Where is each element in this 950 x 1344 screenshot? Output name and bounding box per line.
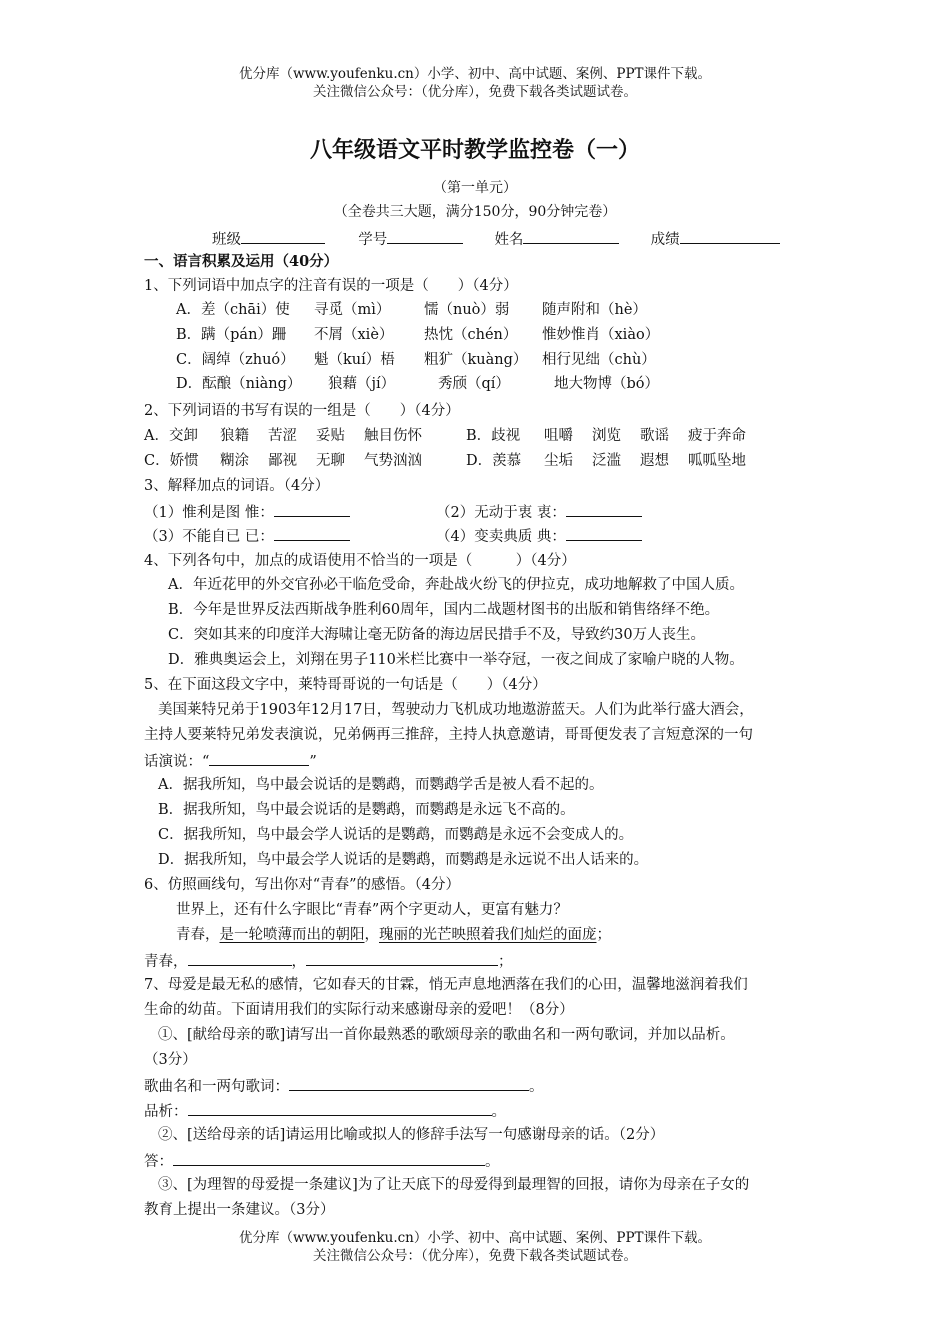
info-line [212, 228, 780, 250]
number-label: 学号 [358, 232, 388, 248]
q2-a-1: A．交卸 [144, 428, 198, 444]
q4-option-d: D．雅典奥运会上，刘翔在男子110米栏比赛中一举夺冠，一夜之间成了家喻户晓的人物。 [168, 652, 744, 668]
q1-d-4: 地大物博（bó） [554, 376, 660, 392]
q5-para-2: 主持人要莱特兄弟发表演说，兄弟俩再三推辞，主持人执意邀请，哥哥便发表了言短意深的一句 [144, 727, 753, 743]
q1-option-b [176, 325, 659, 345]
q2-b-1: B．歧视 [466, 428, 521, 444]
subtitle: （第一单元） [433, 180, 517, 196]
q7-sub-3b: 教育上提出一条建议。（3分） [144, 1202, 335, 1218]
q2-c-2: 糊涂 [220, 453, 249, 469]
q4-option-b: B．今年是世界反法西斯战争胜利60周年，国内二战题材图书的出版和销售络绎不绝。 [168, 602, 720, 618]
q2-row-2 [144, 451, 746, 471]
q6-underlined-1: 是一轮喷薄而出的朝阳 [219, 927, 365, 943]
score-label: 成绩 [650, 232, 680, 248]
exam-note: （全卷共三大题，满分150分，90分钟完卷） [333, 204, 617, 220]
q6-l3-end: ； [498, 954, 513, 970]
q5-para-1: 美国莱特兄弟于1903年12月17日，驾驶动力飞机成功地遨游蓝天。人们为此举行盛大酒会， [158, 702, 754, 718]
q1-b-4: 惟妙惟肖（xiào） [542, 327, 660, 343]
q2-a-5: 触目伤怀 [364, 428, 422, 444]
q3-item-3: （3）不能自已 已： [144, 529, 274, 545]
q6-blank-2[interactable] [306, 950, 498, 966]
q1-d-3: 秀颀（qí） [438, 376, 510, 392]
q6-l2-pre: 青春， [176, 927, 220, 943]
q2-b-2: 咀嚼 [544, 428, 573, 444]
q3-row-2 [144, 525, 350, 547]
q7-analysis-blank[interactable] [188, 1100, 492, 1116]
q2-d-5: 呱呱坠地 [688, 453, 746, 469]
q1-c-3: 粗犷（kuàng） [424, 352, 528, 368]
q2-d-2: 尘垢 [544, 453, 573, 469]
footer-line-1: 优分库（www.youfenku.cn）小学、初中、高中试题、案例、PPT课件下载。 [238, 1230, 712, 1246]
q5-option-a: A．据我所知，鸟中最会说话的是鹦鹉，而鹦鹉学舌是被人看不起的。 [158, 777, 604, 793]
q1-stem: 1、下列词语中加点字的注音有误的一项是（ ）（4分） [144, 278, 518, 294]
class-label: 班级 [212, 232, 241, 248]
q7-stem-1: 7、母爱是最无私的感情，它如春天的甘霖，悄无声息地洒落在我们的心田，温馨地滋润着我们 [144, 977, 748, 993]
q2-b-4: 歌谣 [640, 428, 669, 444]
section-1-heading: 一、语言积累及运用（40分） [144, 253, 339, 270]
q5-quote-blank[interactable] [209, 750, 309, 766]
q1-b-3: 热忱（chén） [424, 327, 518, 343]
q6-l3-pre: 青春， [144, 954, 188, 970]
q7-stem-2: 生命的幼苗。下面请用我们的实际行动来感谢母亲的爱吧！（8分） [144, 1002, 574, 1018]
q5-para-3-end: ” [309, 754, 317, 770]
number-blank[interactable] [387, 228, 463, 244]
q1-c-4: 相行见绌（chù） [542, 352, 656, 368]
q7-answer-period: 。 [485, 1154, 500, 1170]
q7-song-blank[interactable] [289, 1075, 529, 1091]
q1-a-1: A．差（chāi）使 [176, 302, 290, 318]
q1-d-1: D．酝酿（niàng） [176, 376, 302, 392]
q5-para-3-text: 话演说：“ [144, 754, 210, 770]
q5-para-3 [144, 750, 317, 772]
q3-row-2b [436, 525, 642, 547]
q2-c-5: 气势汹汹 [364, 453, 422, 469]
q2-a-3: 苦涩 [268, 428, 297, 444]
q2-a-4: 妥贴 [316, 428, 345, 444]
q1-d-2: 狼藉（jí） [328, 376, 396, 392]
q6-blank-1[interactable] [188, 950, 292, 966]
q7-song-label: 歌曲名和一两句歌词： [144, 1079, 289, 1095]
q7-answer-label: 答： [144, 1154, 173, 1170]
q1-c-1: C．阔绰（zhuó） [176, 352, 295, 368]
q5-stem: 5、在下面这段文字中，莱特哥哥说的一句话是（ ）（4分） [144, 677, 547, 693]
q1-option-a [176, 300, 647, 320]
q7-sub-2: ②、[送给母亲的话]请运用比喻或拟人的修辞手法写一句感谢母亲的话。（2分） [158, 1127, 665, 1143]
q7-analysis-line [144, 1100, 506, 1122]
q6-stem: 6、仿照画线句，写出你对“青春”的感悟。（4分） [144, 877, 461, 893]
q2-stem: 2、下列词语的书写有误的一组是（ ）（4分） [144, 403, 460, 419]
page-title: 八年级语文平时教学监控卷（一） [309, 137, 640, 163]
q2-c-4: 无聊 [316, 453, 345, 469]
header-line-2: 关注微信公众号：（优分库），免费下载各类试题试卷。 [313, 84, 637, 100]
q4-option-c: C．突如其来的印度洋大海啸让毫无防备的海边居民措手不及，导致约30万人丧生。 [168, 627, 706, 643]
q3-item-1: （1）惟利是图 惟： [144, 505, 274, 521]
q2-d-1: D．羡慕 [466, 453, 522, 469]
q7-analysis-label: 品析： [144, 1104, 188, 1120]
q6-l3-mid: ， [291, 954, 306, 970]
q1-option-c [176, 350, 656, 370]
q4-stem: 4、下列各句中，加点的成语使用不恰当的一项是（ ）（4分） [144, 553, 576, 569]
q2-b-3: 浏览 [592, 428, 621, 444]
q2-b-5: 疲于奔命 [688, 428, 746, 444]
q3-item-4: （4）变卖典质 典： [436, 529, 566, 545]
q2-d-4: 遐想 [640, 453, 669, 469]
class-blank[interactable] [241, 228, 325, 244]
q2-d-3: 泛滥 [592, 453, 621, 469]
q1-b-2: 不屑（xiè） [314, 327, 394, 343]
q1-option-d [176, 374, 659, 394]
q3-stem: 3、解释加点的词语。（4分） [144, 478, 330, 494]
score-blank[interactable] [680, 228, 780, 244]
q1-a-4: 随声附和（hè） [542, 302, 647, 318]
q3-row-1b [436, 501, 642, 523]
q5-option-b: B．据我所知，鸟中最会说话的是鹦鹉，而鹦鹉是永远飞不高的。 [158, 802, 575, 818]
q3-blank-4[interactable] [566, 525, 642, 541]
q2-row-1 [144, 426, 746, 446]
header-line-1: 优分库（www.youfenku.cn）小学、初中、高中试题、案例、PPT课件下载。 [238, 66, 712, 82]
q7-answer-line [144, 1150, 500, 1172]
q5-option-c: C．据我所知，鸟中最会学人说话的是鹦鹉，而鹦鹉是永远不会变成人的。 [158, 827, 634, 843]
q3-blank-2[interactable] [566, 501, 642, 517]
q5-option-d: D．据我所知，鸟中最会学人说话的是鹦鹉，而鹦鹉是永远说不出人话来的。 [158, 852, 649, 868]
q7-sub-1b: （3分） [144, 1052, 197, 1068]
q6-l2-mid: ， [364, 927, 379, 943]
name-blank[interactable] [523, 228, 619, 244]
q7-sub-3a: ③、[为理智的母爱提一条建议]为了让天底下的母爱得到最理智的回报，请你为母亲在子女的 [158, 1177, 750, 1193]
q7-answer-blank[interactable] [173, 1150, 485, 1166]
name-label: 姓名 [494, 232, 524, 248]
q7-song-line [144, 1075, 544, 1097]
q4-option-a: A．年近花甲的外交官孙必干临危受命，奔赴战火纷飞的伊拉克，成功地解救了中国人质。 [168, 577, 744, 593]
q1-a-3: 懦（nuò）弱 [424, 302, 510, 318]
q6-line-1: 世界上，还有什么字眼比“青春”两个字更动人，更富有魅力？ [176, 902, 568, 918]
q2-c-3: 鄙视 [268, 453, 297, 469]
q6-line-3 [144, 950, 513, 972]
q1-b-1: B．蹒（pán）跚 [176, 327, 287, 343]
q6-underlined-2: 瑰丽的光芒映照着我们灿烂的面庞 [379, 927, 597, 943]
q3-row-1 [144, 501, 350, 523]
q7-analysis-period: 。 [491, 1104, 506, 1120]
q1-c-2: 魁（kuí）梧 [314, 352, 395, 368]
q3-item-2: （2）无动于衷 衷： [436, 505, 566, 521]
q3-blank-3[interactable] [274, 525, 350, 541]
q6-l2-end: ； [596, 927, 611, 943]
q6-line-2 [176, 925, 611, 945]
q7-sub-1a: ①、[献给母亲的歌]请写出一首你最熟悉的歌颂母亲的歌曲名和一两句歌词，并加以品析。 [158, 1027, 735, 1043]
q3-blank-1[interactable] [274, 501, 350, 517]
q2-c-1: C．娇惯 [144, 453, 199, 469]
q2-a-2: 狼籍 [220, 428, 249, 444]
q7-song-period: 。 [529, 1079, 544, 1095]
q1-a-2: 寻觅（mì） [314, 302, 391, 318]
footer-line-2: 关注微信公众号：（优分库），免费下载各类试题试卷。 [313, 1248, 637, 1264]
